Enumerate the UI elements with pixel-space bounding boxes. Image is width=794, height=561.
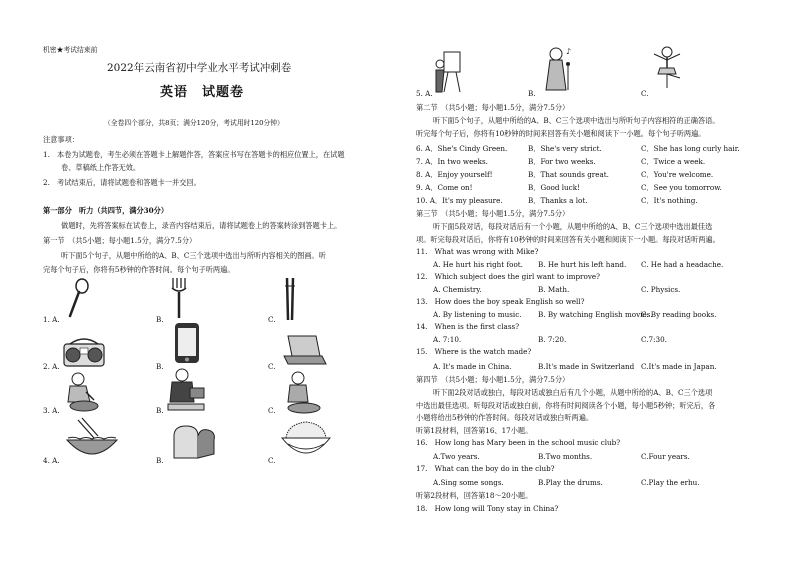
- dancing-icon: [650, 46, 684, 90]
- q12-option-c: C. Physics.: [641, 285, 681, 294]
- q1-option-c: C.: [268, 315, 276, 324]
- q12-option-b: B. Math.: [538, 285, 570, 294]
- q13-option-a: A. By listening to music.: [433, 310, 522, 319]
- q5-option-b: B.: [528, 89, 536, 98]
- section2-heading: 第二节 （共5小题；每小题1.5分，满分7.5分）: [416, 103, 570, 112]
- rice-icon: [280, 418, 332, 460]
- q5-option-c: C.: [641, 89, 649, 98]
- section3-desc-cont: 项。听完每段对话后，你将有10秒钟的时间来回答有关小题和阅读下一小题。每段对话听两遍。: [416, 235, 720, 244]
- q11-question: 11. What was wrong with Mike?: [416, 247, 539, 256]
- q5-label: 5. A.: [416, 89, 433, 98]
- q10-option-c: C．It's nothing.: [641, 196, 698, 205]
- q6-option-a: 6. A．She's Cindy Green.: [416, 144, 508, 153]
- q9-option-a: 9. A．Come on!: [416, 183, 473, 192]
- q8-option-b: B．That sounds great.: [528, 170, 609, 179]
- q17-option-c: C.Play the erhu.: [641, 478, 700, 487]
- notice-2: 2. 考试结束后，请将试题卷和答题卡一并交回。: [43, 178, 201, 187]
- section4-desc-cont: 中选出最佳选项。听每段对话或独白前，你将有时间阅读各个小题，每小题5秒钟；听完后，各: [416, 401, 716, 410]
- person-cooking-icon: [164, 366, 208, 412]
- notice-1: 1. 本卷为试题卷，考生必须在答题卡上解题作答，答案应书写在答题卡的相应位置上，在试题: [43, 150, 345, 159]
- noodles-icon: [64, 416, 120, 458]
- q12-option-a: A. Chemistry.: [433, 285, 482, 294]
- q16-question: 16. How long has Mary been in the school music club?: [416, 438, 621, 447]
- part1-desc: 做题时，先将答案标在试卷上，录音内容结束后，请将试题卷上的答案转涂到答题卡上。: [61, 221, 342, 230]
- section4-desc: 听下面2段对话或独白，每段对话或独白后有几个小题，从题中所给的A、B、C三个选项: [433, 388, 713, 397]
- q4-option-c: C.: [268, 456, 276, 465]
- fork-icon: [168, 276, 190, 320]
- q4-label: 4. A.: [43, 456, 60, 465]
- q14-option-b: B. 7:20.: [538, 335, 567, 344]
- q18-question: 18. How long will Tony stay in China?: [416, 504, 559, 513]
- exam-title: 2022年云南省初中学业水平考试冲刺卷: [107, 62, 292, 74]
- q15-option-a: A. It's made in China.: [433, 362, 512, 371]
- q11-option-a: A. He hurt his right foot.: [433, 260, 523, 269]
- q8-option-c: C．You're welcome.: [641, 170, 714, 179]
- subject-title: 英语 试题卷: [160, 85, 245, 100]
- q17-option-a: A.Sing some songs.: [433, 478, 504, 487]
- material1-label: 听第1段材料，回答第16、17小题。: [416, 426, 533, 435]
- q16-option-c: C.Four years.: [641, 452, 690, 461]
- exam-info: （全卷四个部分，共8页；满分120分，考试用时120分钟）: [104, 119, 284, 127]
- person-washing-icon: [62, 370, 102, 414]
- material2-label: 听第2段材料，回答第18～20小题。: [416, 491, 533, 500]
- q3-option-c: C.: [268, 406, 276, 415]
- section4-heading: 第四节 （共5小题；每小题1.5分，满分7.5分）: [416, 375, 570, 384]
- q6-option-b: B．She's very strict.: [528, 144, 602, 153]
- q15-question: 15. Where is the watch made?: [416, 347, 532, 356]
- q14-option-a: A. 7:10.: [433, 335, 462, 344]
- q8-option-a: 8. A．Enjoy yourself!: [416, 170, 493, 179]
- q7-option-b: B．For two weeks.: [528, 157, 596, 166]
- q16-option-b: B.Two months.: [538, 452, 593, 461]
- bread-icon: [170, 422, 218, 460]
- q15-option-b: B.It's made in Switzerland: [538, 362, 635, 371]
- section2-desc-cont: 听完每个句子后，你将有10秒钟的时间来回答有关小题和阅读下一小题。每个句子听两遍。: [416, 129, 706, 138]
- section3-desc: 听下面5段对话，每段对话后有一个小题，从题中所给的A、B、C三个选项中选出最佳选: [433, 222, 713, 231]
- section3-heading: 第三节 （共5小题；每小题1.5分，满分7.5分）: [416, 209, 570, 218]
- q2-label: 2. A.: [43, 362, 60, 371]
- q16-option-a: A.Two years.: [433, 452, 480, 461]
- q6-option-c: C．She has long curly hair.: [641, 144, 740, 153]
- q3-label: 3. A.: [43, 406, 60, 415]
- part1-title: 第一部分 听力（共四节，满分30分）: [43, 206, 169, 215]
- section1-desc-cont: 完每个句子后，你将有5秒钟的作答时间。每个句子听两遍。: [43, 265, 235, 274]
- q7-option-c: C．Twice a week.: [641, 157, 706, 166]
- confidential-label: 机密★考试结束前: [43, 46, 98, 54]
- q13-question: 13. How does the boy speak English so well?: [416, 297, 585, 306]
- q4-option-b: B.: [156, 456, 164, 465]
- q12-question: 12. Which subject does the girl want to improve?: [416, 272, 600, 281]
- section1-heading: 第一节 （共5小题；每小题1.5分，满分7.5分）: [43, 236, 197, 245]
- q2-option-c: C.: [268, 362, 276, 371]
- person-cleaning-icon: [284, 370, 324, 414]
- section2-desc: 听下面5个句子，从题中所给的A、B、C三个选项中选出与所听句子内容相符的正确答语。: [433, 116, 720, 125]
- q1-label: 1. A.: [43, 315, 60, 324]
- q10-option-b: B．Thanks a lot.: [528, 196, 588, 205]
- q9-option-b: B．Good luck!: [528, 183, 580, 192]
- spoon-icon: [64, 278, 94, 318]
- singing-icon: [540, 46, 576, 92]
- painting-icon: [434, 48, 462, 94]
- phone-icon: [174, 322, 200, 364]
- q1-option-b: B.: [156, 315, 164, 324]
- q2-option-b: B.: [156, 362, 164, 371]
- q14-option-c: C.7:30.: [641, 335, 667, 344]
- q11-option-c: C. He had a headache.: [641, 260, 724, 269]
- chopsticks-icon: [282, 276, 298, 322]
- q17-question: 17. What can the boy do in the club?: [416, 464, 555, 473]
- q10-option-a: 10. A．It's my pleasure.: [416, 196, 503, 205]
- svg-text:♪: ♪: [566, 47, 572, 56]
- q14-question: 14. When is the first class?: [416, 322, 520, 331]
- q13-option-c: C. By reading books.: [641, 310, 717, 319]
- q7-option-a: 7. A．In two weeks.: [416, 157, 488, 166]
- radio-icon: [62, 336, 106, 368]
- notice-title: 注意事项：: [43, 135, 79, 144]
- notice-1-cont: 卷、草稿纸上作答无效。: [61, 163, 141, 172]
- q11-option-b: B. He hurt his left hand.: [538, 260, 627, 269]
- laptop-icon: [282, 334, 328, 366]
- q17-option-b: B.Play the drums.: [538, 478, 603, 487]
- q3-option-b: B.: [156, 406, 164, 415]
- section4-desc-cont2: 小题将给出5秒钟的作答时间。每段对话或独白听两遍。: [416, 413, 594, 422]
- q13-option-b: B. By watching English movies.: [538, 310, 653, 319]
- section1-desc: 听下面5个句子，从题中所给的A、B、C三个选项中选出与所听内容相关的图画。听: [61, 251, 326, 260]
- q9-option-c: C．See you tomorrow.: [641, 183, 722, 192]
- q15-option-c: C.It's made in Japan.: [641, 362, 717, 371]
